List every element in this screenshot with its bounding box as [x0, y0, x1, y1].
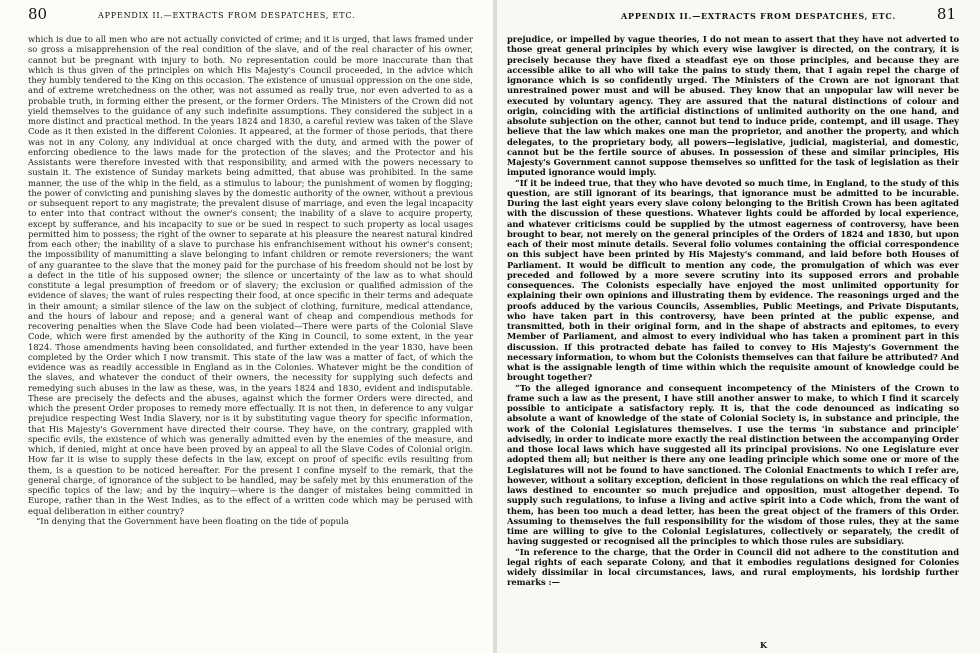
right-running-head: APPENDIX II.—EXTRACTS FROM DESPATCHES, ETC.	[621, 11, 897, 21]
left-page-number: 80	[28, 5, 48, 23]
left-running-head: APPENDIX II.—EXTRACTS FROM DESPATCHES, ETC.	[98, 11, 356, 20]
right-paragraph-1: prejudice, or impelled by vague theories, I do not mean to assert that they have not adverted to those great general principles by which every wise lawgiver is directed, on the contrary, it is precisely because they have fixed a steadfast eye on those principles, and because they are accessible alike to all who will take the pains to study them, that I again repel the charge of ignorance which is so confidently urged. The Ministers of the Crown are not ignorant that unrestrained power must and will be abused. They know that an unpopular law will never be executed by voluntary agency. They are assured that the natural distinctions of colour and origin, coinciding with the artificial distinctions of unlimited authority on the one hand, and absolute subjection on the other, cannot but tend to induce pride, contempt, and ill usage. They believe that the law which makes one man the proprietor, and another the property, and which delegates, to the proprietary body, all powers—legislative, judicial, magisterial, and domestic, cannot but be the fertile source of abuses. In possession of these and similar principles, His Majesty's Government cannot suppose themselves so unfitted for the task of legislation as their imputed ignorance would imply.	[507, 34, 959, 178]
right-paragraph-3: “To the alleged ignorance and consequent incompetency of the Ministers of the Crown to frame such a law as the present, I have still another answer to make, to which I find it scarcely possible to anticipate a satisfactory reply. It is, that the code denounced as indicating so absolute a want of knowledge of the state of Colonial Society is, in substance and principle, the work of the Colonial Legislatures themselves. I use the terms ‘in substance and principle’ advisedly, in order to indicate more exactly the real distinction between the accompanying Order and those local laws which have suggested all its principal provisions. No one Legislature ever adopted them all; but neither is there any one leading principle which some one or more of the Legislatures will not be found to have sanctioned. The Colonial Enactments to which I refer are, however, without a solitary exception, deficient in those regulations on which the real efficacy of laws destined to encounter so much prejudice and opposition, must altogether depend. To supply such regulations, to infuse a living and active spirit into a Code which, from the want of them, has been too much a dead letter, has been the great object of the framers of this Order. Assuming to themselves the full responsibility for the wisdom of those rules, they at the same time are willing to give to the Colonial Legislatures, collectively or separately, the credit of having suggested or recognised all the principles to which those rules are subsidiary.	[507, 382, 959, 547]
right-page	[497, 0, 980, 653]
left-paragraph-2: “In denying that the Government have been floating on the tide of popula	[36, 515, 349, 526]
right-page-body	[507, 34, 959, 653]
left-page-body	[28, 34, 473, 653]
left-paragraph-1: which is due to all men who are not actually convicted of crime; and it is urged, that laws framed under so gross a misapprehension of the real condition of the slave, and of the real character of his owner, cannot but be pregnant with injury to both. No representation could be more inaccurate than that which is thus given of the principles on which His Majesty's Council proceeded, in the advice which they humbly tendered to the King on this occasion. The existence of unusual oppression on the one side, and of extreme wretchedness on the other, was not assumed as really true, nor even adverted to as a probable truth, in forming either the present, or the former Orders. The Ministers of the Crown did not yield themselves to the guidance of any such indefinite assumptions. They considered the subject in a more distinct and practical method. In the years 1824 and 1830, a careful review was taken of the Slave Code as it then existed in the different Colonies. It appeared, at the former of those periods, that there was not in any Colony, any individual at once charged with the duty, and armed with the power of enforcing obedience to the laws made for the protection of the slaves; and the Protector and his Assistants were therefore invested with that responsibility, and armed with the powers necessary to sustain it. The existence of Sunday markets being admitted, that abuse was prohibited. In the same manner, the use of the whip in the field, as a stimulus to labour; the punishment of women by flogging; the power of convicting and punishing slaves by the domestic authority of the owner, without a previous or subsequent report to any magistrate; the prevalent disuse of marriage, and even the legal incapacity to enter into that contract without the owner's consent; the inability of a slave to acquire property, except by sufferance, and his incapacity to sue or be sued in respect to such property as local usages permitted him to possess; the right of the owner to separate at his pleasure the nearest natural kindred from each other; the inability of a slave to purchase his enfranchisement without his owner's consent; the impossibility of manumitting a slave belonging to infant children or remote reversioners; the want of any guarantee to the slave that the money paid for the purchase of his freedom should not be lost by a defect in the title of his supposed owner; the silence or uncertainty of the law as to what should constitute a legal presumption of freedom or of slavery; the exclusion or qualified admission of the evidence of slaves; the want of rules respecting their food, at once specific in their terms and adequate in their amount; a similar silence of the law on the subject of clothing, furniture, medical attendance, and the hours of labour and repose; and a general want of cheap and compendious methods for recovering penalties when the Slave Code had been violated—There were parts of the Colonial Slave Code, which were first amended by the authority of the King in Council, to some extent, in the year 1824. Those amendments having been consolidated, and further extended in the year 1830, have been completed by the Order which I now transmit. This state of the law was a matter of fact, of which the evidence was as readily accessible in England as in the Colonies. Whatever might be the condition of the slaves, and whatever the conduct of their owners, the necessity for supplying such defects and remedying such abuses in the law as these, was, in the years 1824 and 1830, evident and indisputable. These are precisely the defects and the abuses, against which the former Orders were directed, and which the present Order proposes to remedy more effectually. It is not then, in deference to any vulgar prejudice respecting West India Slavery, nor is it by substituting vague theory for specific information, that His Majesty's Government have directed their course. They have, on the contrary, grappled with specific evils, the existence of which was generally admitted even by the enemies of the measure, and which, if denied, might at once have been proved by an appeal to all the Slave Codes of Colonial origin. How far it is wise to supply these defects in the law, except on proof of specific evils resulting from them, is a question to be noticed hereafter. For the present I confine myself to the remark, that the general charge, of ignorance of the subject to be handled, may be safely met by this enumeration of the specific topics of the law; and by the inquiry—where is the danger of mistakes being committed in Europe, rather than in the West Indies, as to the effect of a written code which may be perused with equal deliberation in either country?	[28, 34, 473, 516]
right-page-number: 81	[936, 5, 956, 23]
right-paragraph-2: “If it be indeed true, that they who have devoted so much time, in England, to the study of this question, are still ignorant of its bearings, that ignorance must be admitted to be incurable. During the last eight years every slave colony belonging to the British Crown has been agitated with the discussion of these questions. Whatever lights could be afforded by local experience, and whatever criticisms could be supplied by the utmost eagerness of controversy, have been brought to bear, not merely on the general principles of the Orders of 1824 and 1830, but upon each of their most minute details. Several folio volumes containing the official correspondence on this subject have been printed by His Majesty's command, and laid before both Houses of Parliament. It would be difficult to mention any code, the promulgation of which was ever preceded and followed by a more severe scrutiny into its supposed errors and probable consequences. The Colonists especially have enjoyed the most unlimited opportunity for explaining their own opinions and illustrating them by evidence. The reasonings urged and the proofs adduced by the various Councils, Assemblies, Public Meetings, and Private Disputants, who have taken part in this controversy, have been printed at the public expense, and transmitted, both in their original form, and in the shape of abstracts and epitomes, to every Member of Parliament, and almost to every individual who has taken a prominent part in this discussion. If this protracted debate has failed to convey to His Majesty's Government the necessary information, to whom but the Colonists themselves can that failure be attributed? And what is the assignable length of time within which the requisite amount of knowledge could be brought together?	[507, 177, 959, 383]
left-page-header	[28, 5, 475, 25]
signature-mark: K	[760, 640, 767, 650]
right-paragraph-4: “In reference to the charge, that the Order in Council did not adhere to the constitution and legal rights of each separate Colony, and that it embodies regulations designed for Colonies widely dissimilar in local circumstances, laws, and rural employments, his lordship further remarks :—	[507, 546, 959, 588]
right-page-header	[509, 5, 956, 25]
